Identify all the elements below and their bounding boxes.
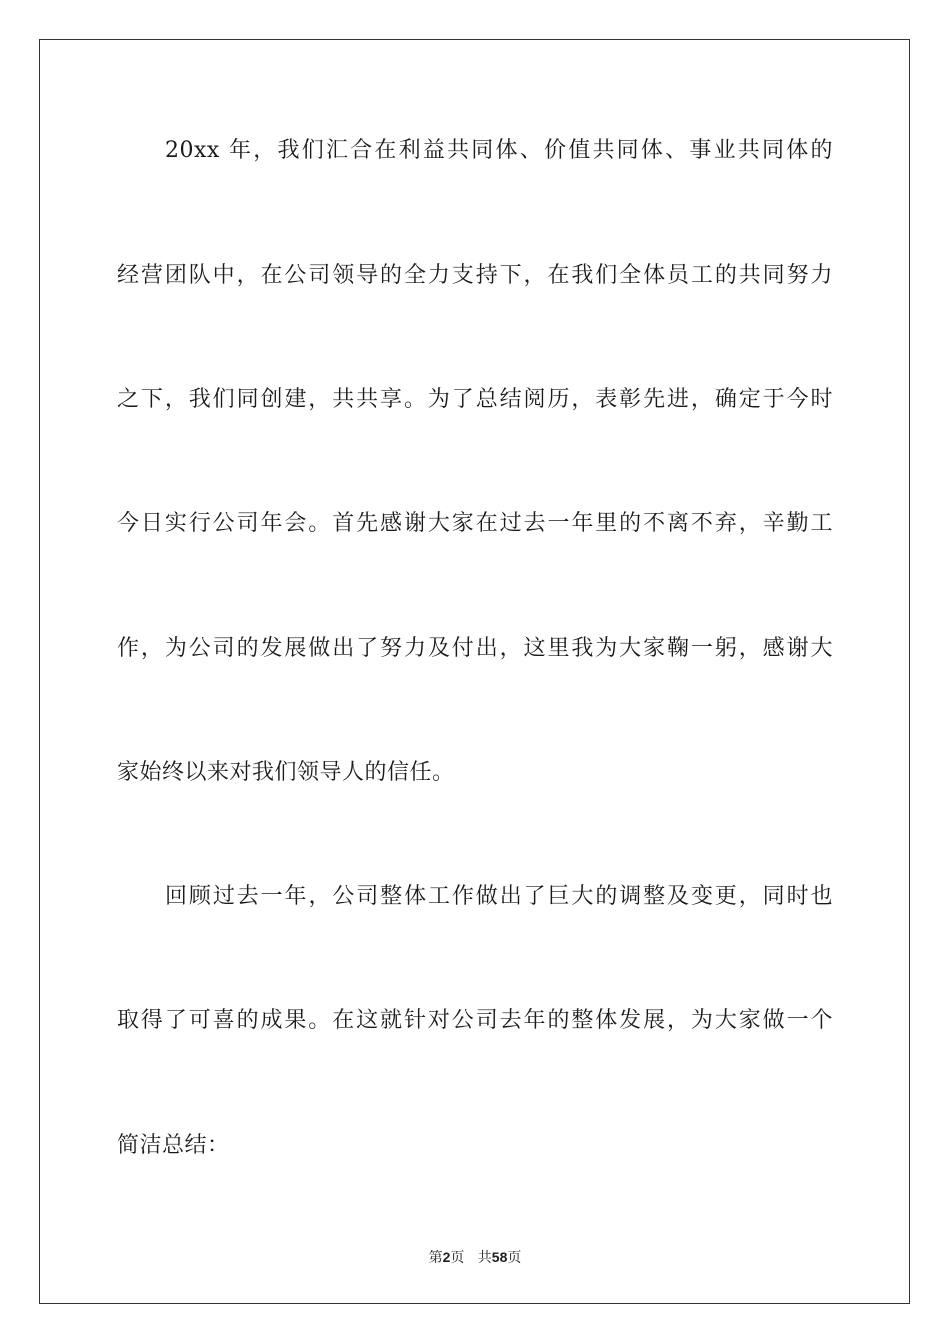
page-border bbox=[39, 39, 910, 1304]
paragraph-1-line-3: 之下，我们同创建，共共享。为了总结阅历，表彰先进，确定于今时 bbox=[117, 387, 833, 412]
footer-total-prefix: 共 bbox=[477, 1250, 492, 1266]
paragraph-1-line-6: 家始终以来对我们领导人的信任。 bbox=[117, 760, 455, 785]
paragraph-2-line-2: 取得了可喜的成果。在这就针对公司去年的整体发展，为大家做一个 bbox=[117, 1008, 833, 1033]
paragraph-1-line-5: 作，为公司的发展做出了努力及付出，这里我为大家鞠一躬，感谢大 bbox=[117, 636, 833, 661]
page-footer bbox=[0, 1248, 950, 1267]
footer-total-pages: 58 bbox=[491, 1249, 508, 1265]
paragraph-1-line-4: 今日实行公司年会。首先感谢大家在过去一年里的不离不弃，辛勤工 bbox=[117, 511, 833, 536]
footer-page-prefix: 第 bbox=[428, 1250, 443, 1266]
paragraph-2-line-3: 简洁总结： bbox=[117, 1133, 230, 1158]
footer-total-suffix: 页 bbox=[507, 1250, 522, 1266]
paragraph-1-line-1: 20xx 年，我们汇合在利益共同体、价值共同体、事业共同体的 bbox=[165, 138, 833, 163]
footer-page-number: 2 bbox=[442, 1249, 451, 1265]
paragraph-1-line-2: 经营团队中，在公司领导的全力支持下，在我们全体员工的共同努力 bbox=[117, 263, 833, 288]
footer-page-suffix: 页 bbox=[450, 1250, 465, 1266]
paragraph-2-line-1: 回顾过去一年，公司整体工作做出了巨大的调整及变更，同时也 bbox=[165, 884, 833, 909]
